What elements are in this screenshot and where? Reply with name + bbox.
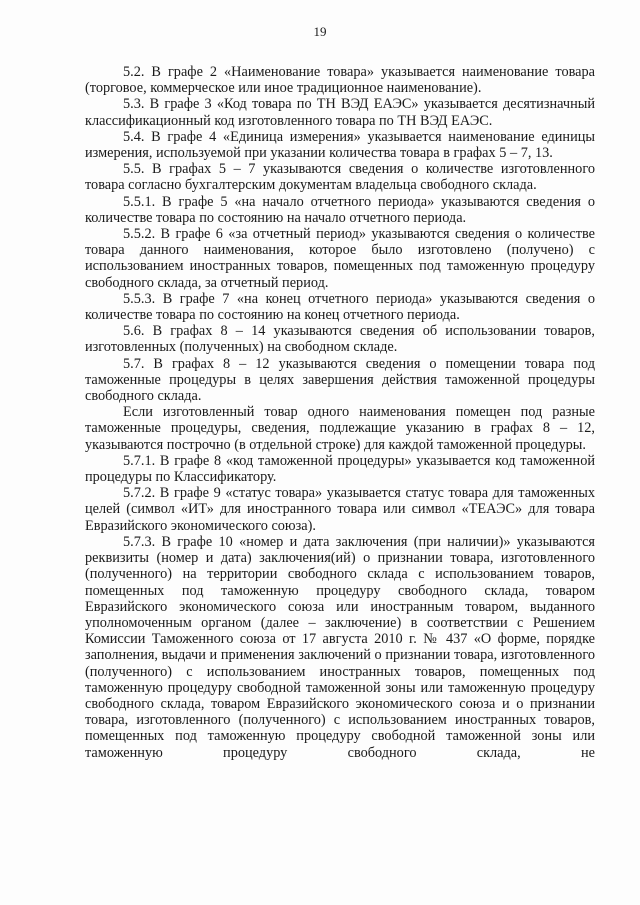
paragraph-5-6: 5.6. В графах 8 – 14 указываются сведения об использовании товаров, изготовленных (полученных) на свободном складе.: [85, 323, 595, 356]
paragraph-5-5-1: 5.5.1. В графе 5 «на начало отчетного периода» указываются сведения о количестве товара по состоянию на начало отчетного периода.: [85, 193, 595, 226]
paragraph-5-7-1: 5.7.1. В графе 8 «код таможенной процедуры» указывается код таможенной процедуры по Классификатору.: [85, 452, 595, 486]
paragraph-5-5: 5.5. В графах 5 – 7 указываются сведения о количестве изготовленного товара согласно бухгалтерским документам владельца свободного склада.: [85, 161, 595, 194]
paragraph-5-7-3: 5.7.3. В графе 10 «номер и дата заключения (при наличии)» указываются реквизиты (номер и дата) заключения(ий) о признании товара, изготовленного (полученного) на территории свободного склада с использованием товаров, помещенных под таможенную процедуру свободного склада, товаром Евразийского экономического союза или иностранным товаром, выданного уполномоченным органом (далее – заключение) в соответствии с Решением Комиссии Таможенного союза от 17 августа 2010 г. № 437 «О форме, порядке заполнения, выдачи и применения заключений о признании товара, изготовленного (полученного) с использованием иностранных товаров, помещенных под таможенную процедуру свободной таможенной зоны или таможенную процедуру свободного склада, товаром Евразийского экономического союза и о признании товара, изготовленного (полученного) с использованием иностранных товаров, помещенных под таможенную процедуру свободной таможенной зоны или таможенную процедуру свободного склада, не: [85, 533, 595, 761]
paragraph-5-7-note: Если изготовленный товар одного наименования помещен под разные таможенные процедуры, сведения, подлежащие указанию в графах 8 – 12, указываются построчно (в отдельной строке) для каждой таможенной процедуры.: [85, 404, 595, 453]
document-body: [85, 64, 595, 761]
paragraph-5-5-2: 5.5.2. В графе 6 «за отчетный период» указываются сведения о количестве товара данного наименования, которое было изготовлено (получено) с использованием иностранных товаров, помещенных под таможенную процедуру свободного склада, за отчетный период.: [85, 226, 595, 291]
page-number: 19: [313, 24, 327, 39]
paragraph-5-2: 5.2. В графе 2 «Наименование товара» указывается наименование товара (торговое, коммерческое или иное традиционное наименование).: [85, 64, 595, 97]
paragraph-5-5-3: 5.5.3. В графе 7 «на конец отчетного периода» указываются сведения о количестве товара по состоянию на конец отчетного периода.: [85, 290, 595, 324]
paragraph-5-3: 5.3. В графе 3 «Код товара по ТН ВЭД ЕАЭС» указывается десятизначный классификационный код изготовленного товара по ТН ВЭД ЕАЭС.: [85, 96, 595, 129]
paragraph-5-7: 5.7. В графах 8 – 12 указываются сведения о помещении товара под таможенные процедуры в целях завершения действия таможенной процедуры свободного склада.: [85, 355, 595, 405]
paragraph-5-7-2: 5.7.2. В графе 9 «статус товара» указывается статус товара для таможенных целей (символ «ИТ» для иностранного товара или символ «ТЕАЭС» для товара Евразийского экономического союза).: [85, 485, 595, 534]
paragraph-5-4: 5.4. В графе 4 «Единица измерения» указывается наименование единицы измерения, используемой при указании количества товара в графах 5 – 7, 13.: [85, 128, 595, 162]
